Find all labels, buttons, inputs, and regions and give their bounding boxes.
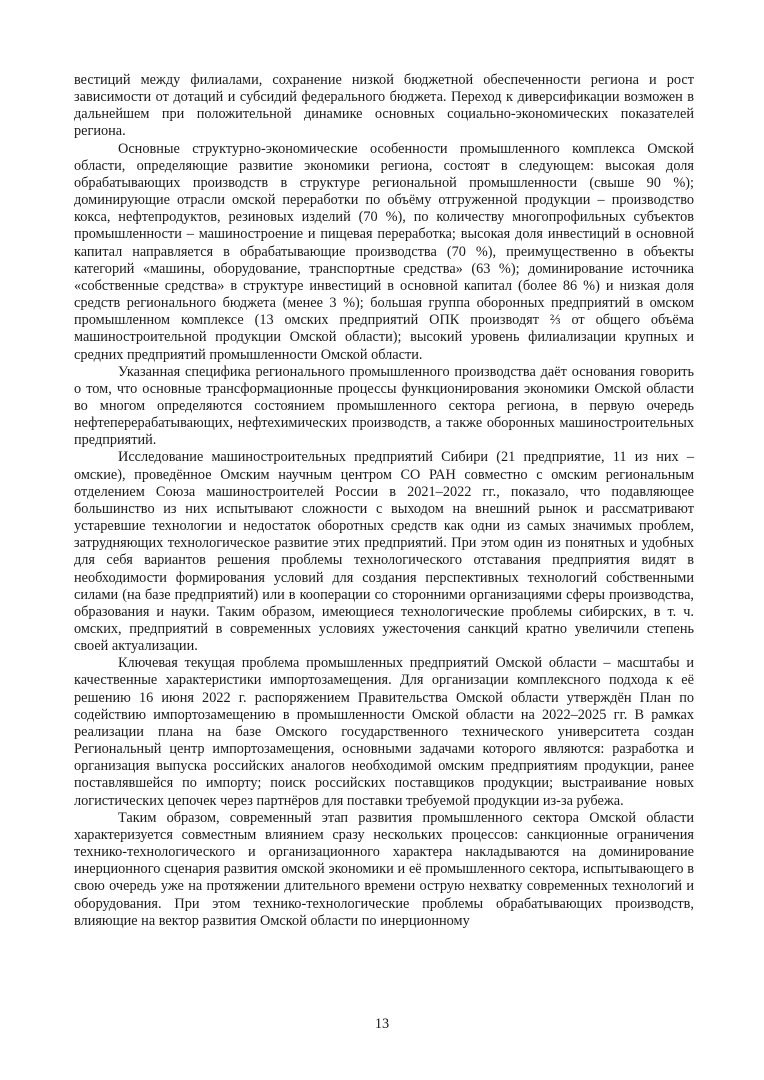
paragraph-regional-specifics: Указанная специфика регионального промышленного производства даёт основания говорить о том, что основные трансформационные процессы функционирования экономики Омской области во многом определяются состоянием промышленного сектора региона, в первую очередь нефтеперерабатывающих, нефтехимических производств, а также оборонных машиностроительных предприятий. (74, 363, 694, 449)
paragraph-conclusion: Таким образом, современный этап развития промышленного сектора Омской области характеризуется совместным влиянием сразу нескольких процессов: санкционные ограничения технико-технологического и организационного характера накладываются на доминирование инерционного сценария развития омской экономики и её промышленного сектора, испытывающего в свою очередь уже на протяжении длительного времени острую нехватку современных технологий и оборудования. При этом технико-технологические проблемы обрабатывающих производств, влияющие на вектор развития Омской области по инерционному (74, 809, 694, 929)
page-number: 13 (374, 1016, 390, 1032)
paragraph-continuation: вестиций между филиалами, сохранение низкой бюджетной обеспеченности региона и рост зависимости от дотаций и субсидий федерального бюджета. Переход к диверсификации возможен в дальнейшем при положительной динамике основных социально-экономических показателей региона. (74, 72, 694, 140)
paragraph-structural-features: Основные структурно-экономические особенности промышленного комплекса Омской области, определяющие развитие экономики региона, состоят в следующем: высокая доля обрабатывающих производств в структуре региональной промышленности (свыше 90 %); доминирующие отрасли омской переработки по объёму отгруженной продукции – производство кокса, нефтепродуктов, резиновых изделий (70 %), по количеству многопрофильных субъектов промышленности – машиностроение и пищевая переработка; высокая доля инвестиций в основной капитал направляется в обрабатывающие производства (70 %), преимущественно в объекты категорий «машины, оборудование, транспортные средства» (63 %); доминирование источника «собственные средства» в структуре инвестиций в основной капитал (более 86 %) и низкая доля средств регионального бюджета (менее 3 %); большая группа оборонных предприятий в омском промышленном комплексе (13 омских предприятий ОПК производят ⅔ от общего объёма машиностроительной продукции Омской области); высокий уровень филиализации крупных и средних предприятий промышленности Омской области. (74, 140, 694, 363)
paragraph-machine-building-study: Исследование машиностроительных предприятий Сибири (21 предприятие, 11 из них – омские), проведённое Омским научным центром СО РАН совместно с омским региональным отделением Союза машиностроителей России в 2021–2022 гг., показало, что подавляющее большинство из них испытывают сложности с выходом на внешний рынок и рассматривают устаревшие технологии и недостаток оборотных средств как одни из самых значимых проблем, затрудняющих технологическое развитие этих предприятий. При этом один из понятных и удобных для себя вариантов решения проблемы технологического отставания предприятия видят в необходимости формирования условий для создания перспективных технологий собственными силами (на базе предприятий) или в кооперации со сторонними организациями сферы производства, образования и науки. Таким образом, имеющиеся технологические проблемы сибирских, в т. ч. омских, предприятий в современных условиях ужесточения санкций кратно увеличили степень своей актуализации. (74, 449, 694, 655)
body-text (74, 72, 694, 930)
paragraph-import-substitution: Ключевая текущая проблема промышленных предприятий Омской области – масштабы и качественные характеристики импортозамещения. Для организации комплексного подхода к её решению 16 июня 2022 г. распоряжением Правительства Омской области утверждён План по содействию импортозамещению в промышленности Омской области на 2022–2025 гг. В рамках реализации плана на базе Омского государственного технического университета создан Региональный центр импортозамещения, основными задачами которого являются: разработка и организация выпуска российских аналогов необходимой омским предприятиям продукции, ранее поставлявшейся по импорту; поиск российских поставщиков продукции; выстраивание новых логистических цепочек через партнёров для поставки требуемой продукции из-за рубежа. (74, 655, 694, 809)
